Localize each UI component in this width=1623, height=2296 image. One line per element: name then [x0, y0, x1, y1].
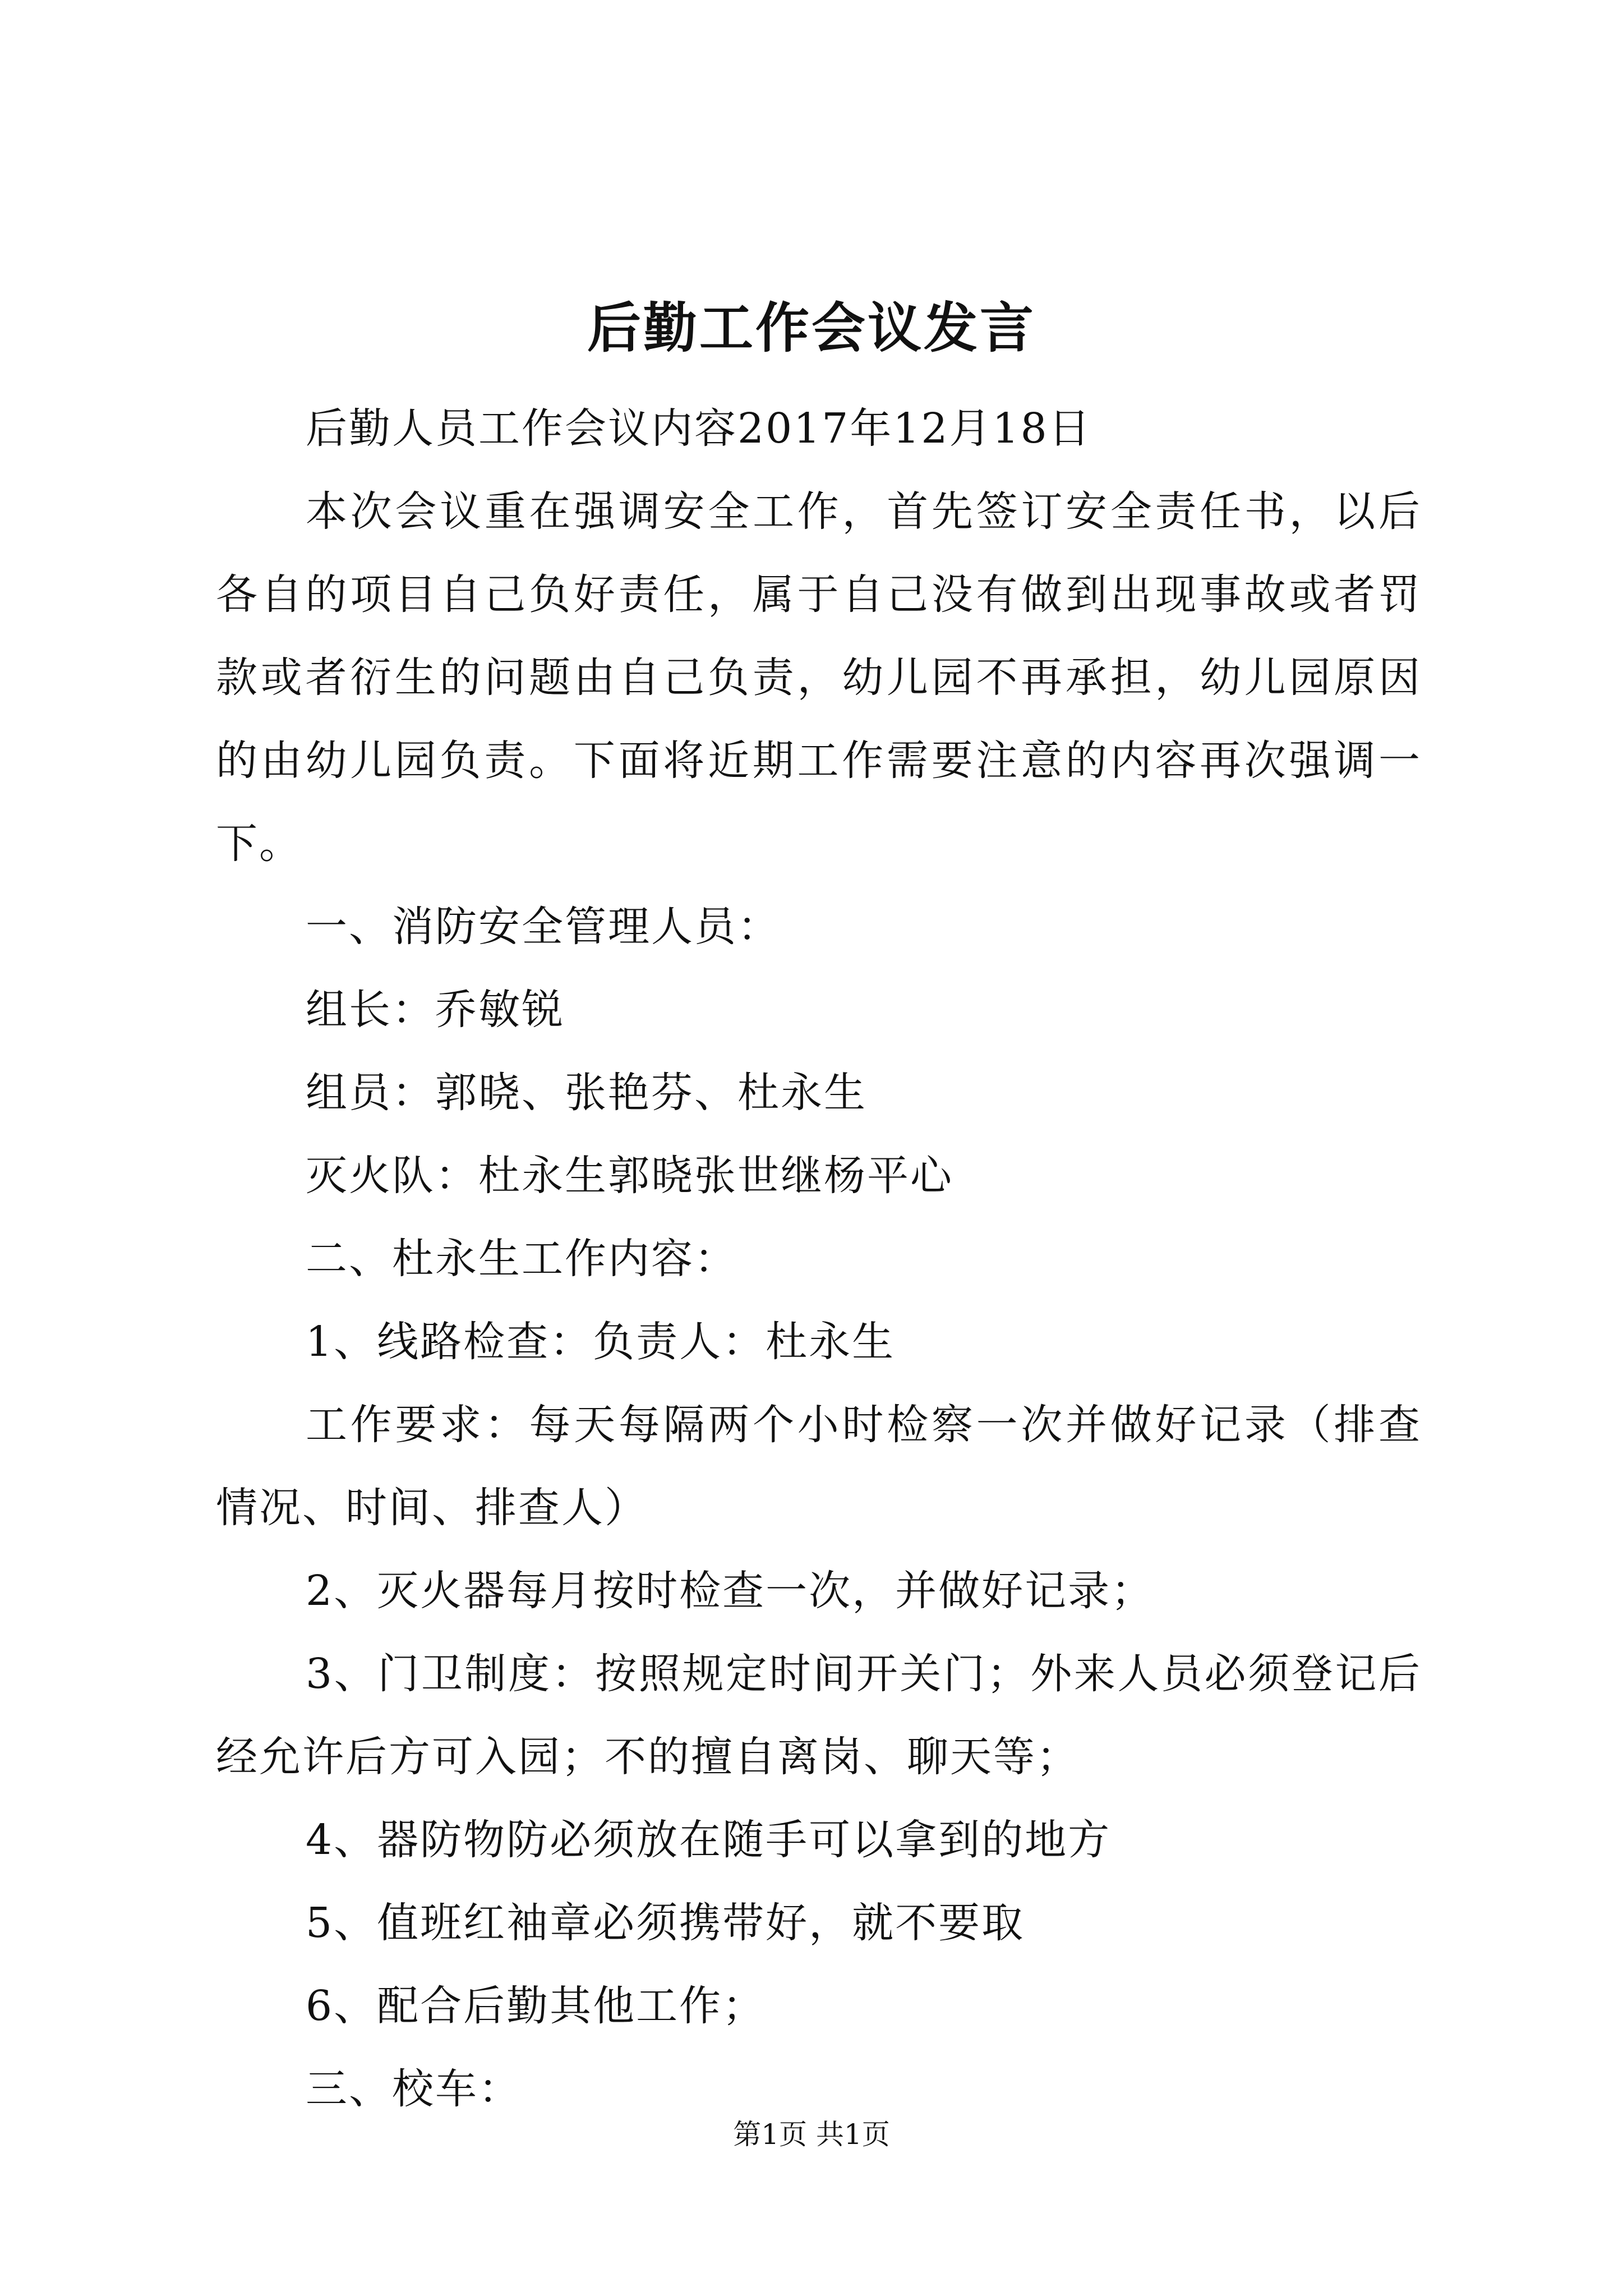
list-item-gate-rules: 3、门卫制度：按照规定时间开关门；外来人员必须登记后经允许后方可入园；不的擅自离岗、聊天等；: [216, 1650, 1422, 1781]
document-title: 后勤工作会议发言: [587, 296, 1036, 360]
page-footer: 第1页 共1页: [733, 2118, 890, 2151]
list-item-line-check: 1、线路检查：负责人：杜永生: [306, 1318, 896, 1366]
list-item-other-work: 6、配合后勤其他工作；: [306, 1982, 766, 2030]
section-heading-school-bus: 三、校车：: [306, 2065, 522, 2113]
paragraph-meeting-date: 后勤人员工作会议内容2017年12月18日: [306, 404, 1092, 453]
list-item-extinguisher: 2、灭火器每月按时检查一次，并做好记录；: [306, 1567, 1155, 1615]
paragraph-group-leader: 组长：乔敏锐: [306, 986, 565, 1034]
document-body: [216, 387, 1422, 2131]
section-heading-duties: 二、杜永生工作内容：: [306, 1235, 737, 1283]
list-item-armband: 5、值班红袖章必须携带好，就不要取: [306, 1899, 1025, 1947]
paragraph-intro: 本次会议重在强调安全工作，首先签订安全责任书，以后各自的项目自己负好责任，属于自己没有做到出现事故或者罚款或者衍生的问题由自己负责，幼儿园不再承担，幼儿园原因的由幼儿园负责。下面将近期工作需要注意的内容再次强调一下。: [216, 487, 1422, 868]
section-heading-fire-safety: 一、消防安全管理人员：: [306, 903, 781, 951]
paragraph-group-members: 组员：郭晓、张艳芬、杜永生: [306, 1069, 867, 1117]
paragraph-fire-team: 灭火队：杜永生郭晓张世继杨平心: [306, 1152, 953, 1200]
paragraph-work-requirement: 工作要求：每天每隔两个小时检察一次并做好记录（排查情况、时间、排查人）: [216, 1401, 1422, 1532]
list-item-defense-tools: 4、器防物防必须放在随手可以拿到的地方: [306, 1816, 1112, 1864]
